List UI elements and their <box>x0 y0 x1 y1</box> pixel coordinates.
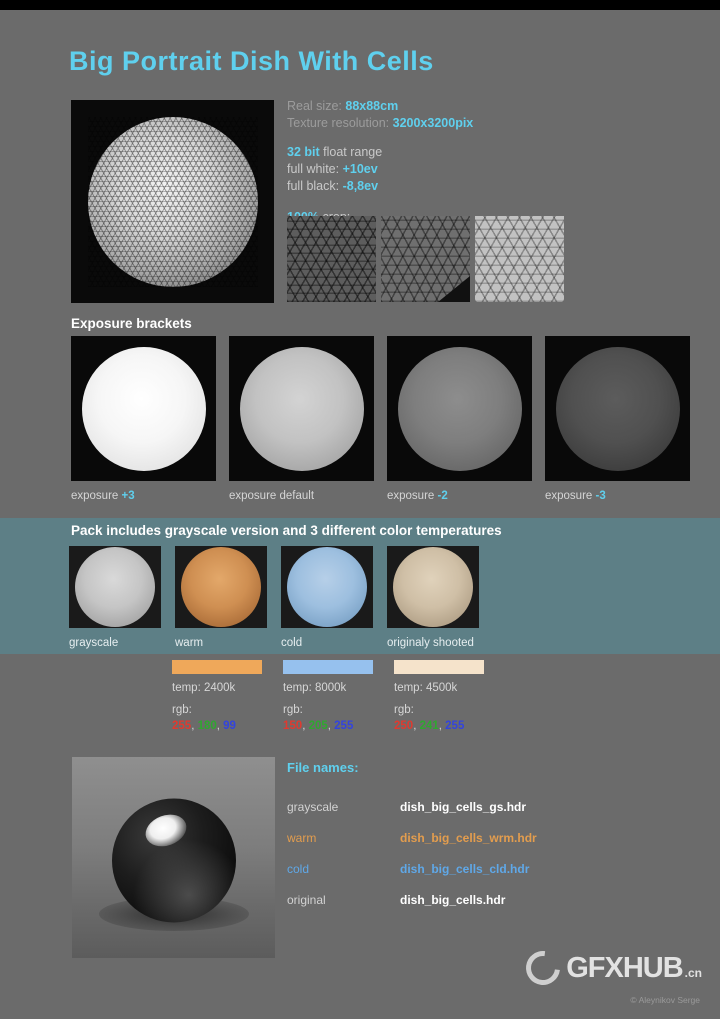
file-value: dish_big_cells_gs.hdr <box>400 800 527 814</box>
dish-disc <box>88 117 258 287</box>
real-size-label: Real size: <box>287 99 342 113</box>
variant-label: originaly shooted <box>387 637 474 649</box>
main-preview-image <box>71 100 274 303</box>
bracket-image-minus2 <box>387 336 532 481</box>
rgb-b: 255 <box>334 720 354 732</box>
watermark-text: GFXHUB <box>566 951 683 984</box>
rgb-r: 250 <box>394 720 414 732</box>
bracket-item <box>545 336 690 502</box>
circle-logo-icon <box>519 944 567 992</box>
variant-image-warm <box>175 546 267 628</box>
bracket-item <box>387 336 532 502</box>
variant-item-grayscale <box>69 546 161 649</box>
swatch-item-4500k <box>394 660 484 732</box>
dish-disc <box>75 547 155 627</box>
cell-grid-overlay <box>88 117 258 287</box>
watermark-suffix: .cn <box>684 966 702 980</box>
swatch-rgb-values: 255, 180, 99 <box>172 720 236 732</box>
swatch-rgb-label: rgb: <box>172 704 192 716</box>
dish-disc <box>556 347 680 471</box>
file-value: dish_big_cells_wrm.hdr <box>400 831 537 845</box>
swatch-color-bar <box>172 660 262 674</box>
file-names-heading: File names: <box>287 760 359 775</box>
credit-text: © Aleynikov Serge <box>630 995 700 1005</box>
rgb-g: 180 <box>197 720 217 732</box>
variant-item-original <box>387 546 479 649</box>
swatch-color-bar <box>283 660 373 674</box>
full-black-value: -8,8ev <box>342 179 379 193</box>
swatch-rgb-values: 150, 205, 255 <box>283 720 354 732</box>
texture-resolution-label: Texture resolution: <box>287 116 390 130</box>
file-key: warm <box>287 831 317 845</box>
bracket-caption <box>387 490 532 502</box>
page-title: Big Portrait Dish With Cells <box>69 46 434 76</box>
crop-cells-corner <box>381 216 470 302</box>
variant-image-original <box>387 546 479 628</box>
rgb-r: 150 <box>283 720 303 732</box>
bracket-image-plus3 <box>71 336 216 481</box>
bracket-caption <box>545 490 690 502</box>
variant-image-cold <box>281 546 373 628</box>
bracket-caption <box>229 490 374 502</box>
file-row <box>287 800 537 831</box>
swatch-temp: temp: 8000k <box>283 682 347 694</box>
bracket-prefix: exposure <box>545 490 596 502</box>
dish-disc <box>181 547 261 627</box>
full-black-label: full black: <box>287 179 340 193</box>
file-key: original <box>287 893 326 907</box>
crop-strip <box>287 216 564 302</box>
bracket-item <box>229 336 374 502</box>
file-value: dish_big_cells.hdr <box>400 893 506 907</box>
file-key: cold <box>287 862 310 876</box>
swatch-rgb-label: rgb: <box>394 704 414 716</box>
bracket-caption <box>71 490 216 502</box>
dish-disc <box>287 547 367 627</box>
dish-disc <box>398 347 522 471</box>
bit-depth-value: 32 bit <box>287 145 320 159</box>
exposure-heading: Exposure brackets <box>71 316 192 331</box>
render-preview-image <box>72 757 275 958</box>
swatch-item-8000k <box>283 660 373 732</box>
swatch-rgb-values: 250, 241, 255 <box>394 720 465 732</box>
swatch-color-bar <box>394 660 484 674</box>
swatch-rgb-label: rgb: <box>283 704 303 716</box>
dish-disc <box>82 347 206 471</box>
top-black-bar <box>0 0 720 10</box>
temperature-variant-strip <box>69 546 479 649</box>
swatch-item-2400k <box>172 660 262 732</box>
swatch-temp: temp: 4500k <box>394 682 458 694</box>
file-row <box>287 893 537 924</box>
crop-dense-cells <box>287 216 376 302</box>
swatch-temp: temp: 2400k <box>172 682 236 694</box>
rgb-r: 255 <box>172 720 192 732</box>
bracket-image-default <box>229 336 374 481</box>
bracket-item <box>71 336 216 502</box>
bracket-prefix: exposure <box>229 490 280 502</box>
dish-disc <box>393 547 473 627</box>
variant-label: grayscale <box>69 637 119 649</box>
pack-heading: Pack includes grayscale version and 3 different color temperatures <box>71 523 502 538</box>
specs-block <box>287 98 473 226</box>
variant-label: cold <box>281 637 303 649</box>
exposure-bracket-strip <box>71 336 690 502</box>
variant-label: warm <box>175 637 204 649</box>
variant-image-grayscale <box>69 546 161 628</box>
rgb-g: 241 <box>419 720 439 732</box>
render-sphere <box>112 798 236 922</box>
file-names-list <box>287 800 537 924</box>
bracket-prefix: exposure <box>387 490 438 502</box>
file-value: dish_big_cells_cld.hdr <box>400 862 530 876</box>
bracket-prefix: exposure <box>71 490 122 502</box>
bracket-value: -3 <box>595 490 606 502</box>
texture-resolution-value: 3200x3200pix <box>392 116 474 130</box>
file-row <box>287 831 537 862</box>
dish-disc <box>240 347 364 471</box>
full-white-label: full white: <box>287 162 340 176</box>
bracket-value: default <box>279 490 315 502</box>
bit-depth-label: float range <box>323 145 383 159</box>
bracket-image-minus3 <box>545 336 690 481</box>
file-row <box>287 862 537 893</box>
real-size-value: 88x88cm <box>345 99 399 113</box>
crop-bright-cells <box>475 216 564 302</box>
bracket-value: -2 <box>437 490 448 502</box>
full-white-value: +10ev <box>342 162 378 176</box>
rgb-b: 99 <box>223 720 236 732</box>
file-key: grayscale <box>287 800 339 814</box>
rgb-b: 255 <box>445 720 465 732</box>
rgb-g: 205 <box>308 720 328 732</box>
variant-item-cold <box>281 546 373 649</box>
swatch-strip <box>172 660 484 732</box>
variant-item-warm <box>175 546 267 649</box>
bracket-value: +3 <box>121 490 135 502</box>
watermark <box>526 951 702 985</box>
